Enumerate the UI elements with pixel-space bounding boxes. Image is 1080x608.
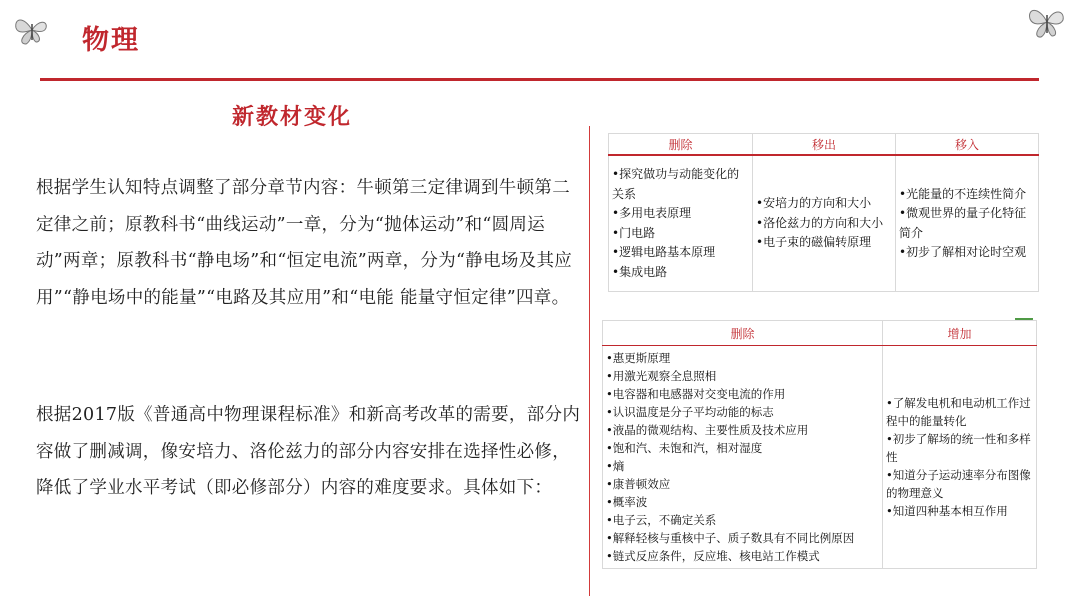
table-header-row xyxy=(603,321,1037,346)
table-header-cell: 删除 xyxy=(603,321,883,346)
table-row xyxy=(609,155,1039,292)
list-item: • 探究做功与动能变化的关系 xyxy=(612,165,749,204)
list-item: • 微观世界的量子化特征简介 xyxy=(899,204,1035,243)
list-item: • 电子云，不确定关系 xyxy=(606,511,879,529)
list-item: • 多用电表原理 xyxy=(612,204,749,224)
list-item: • 电子束的磁偏转原理 xyxy=(756,233,892,253)
list-item: • 初步了解场的统一性和多样性 xyxy=(886,430,1033,466)
list-item: • 洛伦兹力的方向和大小 xyxy=(756,214,892,234)
table-header-cell: 增加 xyxy=(883,321,1037,346)
changes-table-1 xyxy=(608,133,1039,292)
list-item: • 光能量的不连续性简介 xyxy=(899,185,1035,205)
list-item: • 用激光观察全息照相 xyxy=(606,367,879,385)
table-header-cell: 移出 xyxy=(753,134,896,156)
table-cell-removed xyxy=(609,155,753,292)
list-item: • 安培力的方向和大小 xyxy=(756,194,892,214)
table-cell-moved-out xyxy=(753,155,896,292)
list-item: • 熵 xyxy=(606,457,879,475)
list-item: • 电容器和电感器对交变电流的作用 xyxy=(606,385,879,403)
list-item: • 知道四种基本相互作用 xyxy=(886,502,1033,520)
column-divider xyxy=(589,126,590,596)
table-cell-moved-in xyxy=(896,155,1039,292)
list-item: • 门电路 xyxy=(612,224,749,244)
list-item: • 了解发电机和电动机工作过程中的能量转化 xyxy=(886,394,1033,430)
table-header-cell: 删除 xyxy=(609,134,753,156)
list-item: • 初步了解相对论时空观 xyxy=(899,243,1035,263)
list-item: • 惠更斯原理 xyxy=(606,349,879,367)
list-item: • 集成电路 xyxy=(612,263,749,283)
list-item: • 饱和汽、未饱和汽，相对湿度 xyxy=(606,439,879,457)
list-item: • 解释轻核与重核中子、质子数具有不同比例原因 xyxy=(606,529,879,547)
list-item: • 链式反应条件，反应堆、核电站工作模式 xyxy=(606,547,879,565)
header-divider xyxy=(40,78,1039,81)
body-paragraph: 根据2017版《普通高中物理课程标准》和新高考改革的需要，部分内容做了删减调，像安培力、洛伦兹力的部分内容安排在选择性必修，降低了学业水平考试（即必修部分）内容的难度要求。具体如下： xyxy=(36,405,581,498)
list-item: • 概率波 xyxy=(606,493,879,511)
table-cell-added xyxy=(883,346,1037,569)
list-item: • 康普顿效应 xyxy=(606,475,879,493)
body-paragraph: 根据学生认知特点调整了部分章节内容：牛顿第三定律调到牛顿第二定律之前；原教科书“曲线运动”一章，分为“抛体运动”和“圆周运动”两章；原教科书“静电场”和“恒定电流”两章，分为“静电场及其应用”“静电场中的能量”“电路及其应用”和“电能 能量守恒定律”四章。 xyxy=(36,178,573,308)
butterfly-icon xyxy=(1025,2,1069,42)
table-cell-removed xyxy=(603,346,883,569)
list-item: • 认识温度是分子平均动能的标志 xyxy=(606,403,879,421)
list-item: • 逻辑电路基本原理 xyxy=(612,243,749,263)
page-title: 物理 xyxy=(82,25,140,56)
list-item: • 液晶的微观结构、主要性质及技术应用 xyxy=(606,421,879,439)
section-title: 新教材变化 xyxy=(232,105,353,130)
list-item: • 知道分子运动速率分布图像的物理意义 xyxy=(886,466,1033,502)
table-row xyxy=(603,346,1037,569)
changes-table-2 xyxy=(602,320,1037,569)
table-header-row xyxy=(609,134,1039,156)
butterfly-icon xyxy=(12,12,52,48)
table-header-cell: 移入 xyxy=(896,134,1039,156)
